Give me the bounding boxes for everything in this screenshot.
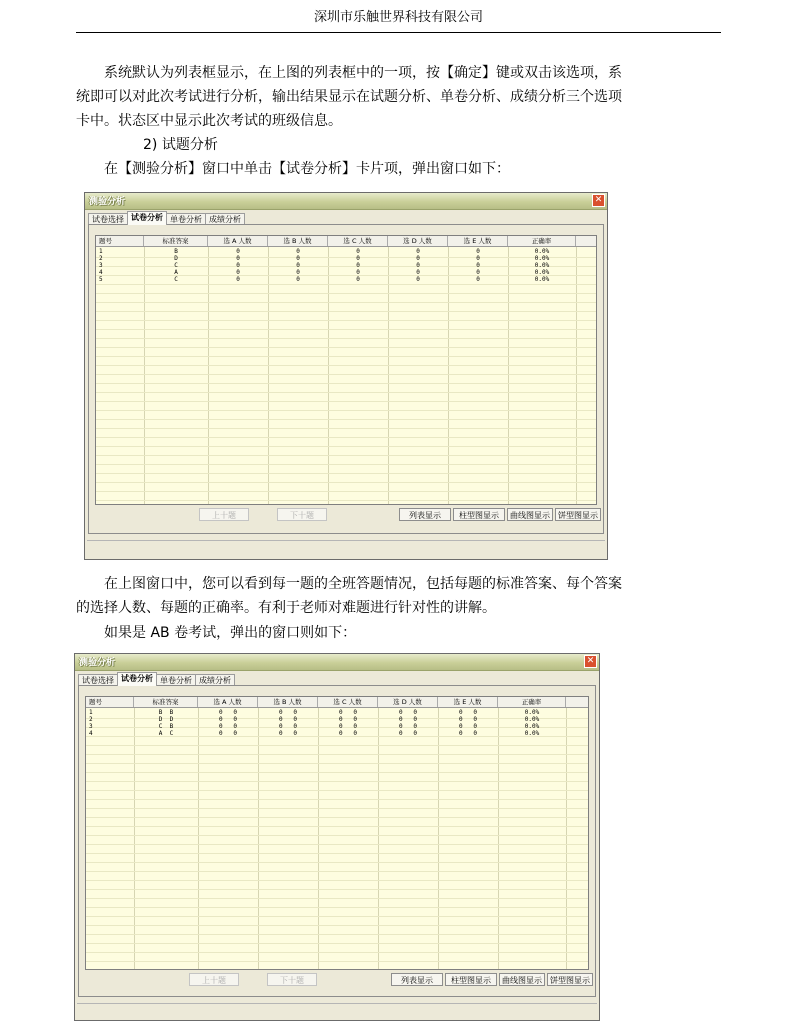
table-row[interactable] bbox=[86, 716, 588, 723]
tab-paper-select[interactable]: 试卷选择 bbox=[78, 674, 118, 686]
table-cell: B bbox=[174, 248, 178, 255]
exam-analysis-window-1 bbox=[84, 192, 608, 560]
grid-row-line bbox=[96, 482, 596, 483]
paragraph-4: 如果是 AB 卷考试，弹出的窗口则如下： bbox=[104, 625, 357, 641]
grid-row-line bbox=[86, 844, 588, 845]
grid-row-line bbox=[86, 943, 588, 944]
table-cell: 0 bbox=[296, 255, 300, 262]
table-cell: 0.0% bbox=[534, 248, 550, 255]
table-row[interactable] bbox=[96, 276, 596, 283]
table-cell: 0.0% bbox=[534, 269, 550, 276]
table-row[interactable] bbox=[96, 262, 596, 269]
grid-row-line bbox=[96, 347, 596, 348]
prev-ten-button[interactable]: 上十题 bbox=[199, 508, 249, 521]
col-header-choose-c[interactable]: 选 C 人数 bbox=[318, 697, 378, 707]
pie-chart-button[interactable]: 饼型图显示 bbox=[547, 973, 593, 986]
tab-paper-select[interactable]: 试卷选择 bbox=[88, 213, 128, 225]
grid-row-line bbox=[96, 401, 596, 402]
col-header-choose-c[interactable]: 选 C 人数 bbox=[328, 236, 388, 246]
grid-row-line bbox=[96, 293, 596, 294]
table-cell: 0 0 bbox=[278, 730, 298, 737]
grid-column-line bbox=[328, 247, 329, 504]
grid-column-line bbox=[318, 708, 319, 969]
table-cell: 0 0 bbox=[278, 723, 298, 730]
table-cell: A C bbox=[158, 730, 174, 737]
grid-column-line bbox=[566, 708, 567, 969]
analysis-table[interactable] bbox=[85, 696, 589, 970]
table-cell: C B bbox=[158, 723, 174, 730]
table-cell: 0 bbox=[476, 248, 480, 255]
col-header-accuracy[interactable]: 正确率 bbox=[508, 236, 576, 246]
grid-row-line bbox=[96, 311, 596, 312]
grid-column-line bbox=[498, 708, 499, 969]
grid-column-line bbox=[144, 247, 145, 504]
grid-row-line bbox=[86, 907, 588, 908]
table-header-row bbox=[96, 236, 596, 247]
grid-row-line bbox=[96, 392, 596, 393]
table-cell: 3 bbox=[99, 262, 103, 269]
table-cell: 0 bbox=[476, 276, 480, 283]
window-titlebar bbox=[85, 193, 607, 210]
table-cell: 0 0 bbox=[398, 723, 418, 730]
table-cell: 0.0% bbox=[524, 716, 540, 723]
table-cell: 0 bbox=[236, 255, 240, 262]
grid-row-line bbox=[86, 934, 588, 935]
table-cell: 0 bbox=[296, 276, 300, 283]
table-cell: 0 0 bbox=[458, 730, 478, 737]
table-cell: 0 bbox=[236, 276, 240, 283]
table-cell: 3 bbox=[89, 723, 93, 730]
table-row[interactable] bbox=[96, 255, 596, 262]
table-cell: 0 0 bbox=[218, 716, 238, 723]
table-cell: 0 0 bbox=[218, 723, 238, 730]
window-title: 测验分析 bbox=[79, 658, 116, 668]
grid-row-line bbox=[96, 437, 596, 438]
table-cell: B B bbox=[158, 709, 174, 716]
col-header-choose-b[interactable]: 选 B 人数 bbox=[258, 697, 318, 707]
close-icon[interactable]: ✕ bbox=[584, 655, 597, 668]
table-cell: 0 0 bbox=[278, 716, 298, 723]
grid-row-line bbox=[96, 284, 596, 285]
line-chart-button[interactable]: 曲线图显示 bbox=[499, 973, 545, 986]
col-header-choose-d[interactable]: 选 D 人数 bbox=[388, 236, 448, 246]
tab-single-paper-analysis[interactable]: 单卷分析 bbox=[166, 213, 206, 225]
table-cell: 0.0% bbox=[524, 723, 540, 730]
col-header-choose-d[interactable]: 选 D 人数 bbox=[378, 697, 438, 707]
table-row[interactable] bbox=[96, 248, 596, 255]
table-header-row bbox=[86, 697, 588, 708]
table-cell: 0 0 bbox=[338, 730, 358, 737]
table-cell: 0 0 bbox=[278, 709, 298, 716]
grid-row-line bbox=[86, 808, 588, 809]
table-cell: 0 bbox=[296, 262, 300, 269]
col-header-choose-a[interactable]: 选 A 人数 bbox=[208, 236, 268, 246]
grid-row-line bbox=[86, 799, 588, 800]
tab-paper-analysis[interactable]: 试卷分析 bbox=[117, 672, 157, 686]
grid-row-line bbox=[86, 835, 588, 836]
grid-row-line bbox=[96, 428, 596, 429]
grid-row-line bbox=[96, 500, 596, 501]
grid-row-line bbox=[86, 817, 588, 818]
paragraph-1-line-3: 卡中。状态区中显示此次考试的班级信息。 bbox=[76, 113, 342, 129]
paragraph-3-line-2: 的选择人数、每题的正确率。有利于老师对难题进行针对性的讲解。 bbox=[76, 600, 496, 616]
table-cell: 0 bbox=[416, 255, 420, 262]
paragraph-1-line-2: 统即可以对此次考试进行分析，输出结果显示在试题分析、单卷分析、成绩分析三个选项 bbox=[76, 89, 622, 105]
table-cell: 0 0 bbox=[458, 723, 478, 730]
table-cell: 0 bbox=[356, 276, 360, 283]
grid-row-line bbox=[86, 763, 588, 764]
table-row[interactable] bbox=[86, 730, 588, 737]
grid-row-line bbox=[96, 329, 596, 330]
grid-row-line bbox=[86, 880, 588, 881]
grid-row-line bbox=[96, 356, 596, 357]
grid-row-line bbox=[86, 790, 588, 791]
grid-row-line bbox=[96, 302, 596, 303]
table-cell: 0 bbox=[416, 262, 420, 269]
table-cell: 4 bbox=[89, 730, 93, 737]
table-cell: 4 bbox=[99, 269, 103, 276]
col-header-question-no[interactable]: 题号 bbox=[86, 697, 134, 707]
table-cell: 0 0 bbox=[218, 709, 238, 716]
status-bar bbox=[87, 540, 605, 553]
bar-chart-button[interactable]: 柱型图显示 bbox=[445, 973, 497, 986]
grid-row-line bbox=[86, 772, 588, 773]
table-row[interactable] bbox=[86, 723, 588, 730]
table-cell: 0 bbox=[476, 262, 480, 269]
grid-column-line bbox=[508, 247, 509, 504]
table-cell: 0 0 bbox=[338, 716, 358, 723]
grid-column-line bbox=[448, 247, 449, 504]
grid-row-line bbox=[86, 871, 588, 872]
grid-column-line bbox=[378, 708, 379, 969]
grid-row-line bbox=[96, 473, 596, 474]
table-cell: 0.0% bbox=[534, 255, 550, 262]
table-cell: 0 0 bbox=[338, 709, 358, 716]
grid-row-line bbox=[96, 365, 596, 366]
grid-row-line bbox=[86, 826, 588, 827]
line-chart-button[interactable]: 曲线图显示 bbox=[507, 508, 553, 521]
table-cell: C bbox=[174, 262, 178, 269]
pie-chart-button[interactable]: 饼型图显示 bbox=[555, 508, 601, 521]
grid-row-line bbox=[96, 410, 596, 411]
window-titlebar bbox=[75, 654, 599, 671]
table-cell: 0 0 bbox=[458, 716, 478, 723]
table-cell: 5 bbox=[99, 276, 103, 283]
table-cell: 0 0 bbox=[398, 730, 418, 737]
section-heading: 2) 试题分析 bbox=[143, 137, 218, 153]
paragraph-1-line-1: 系统默认为列表框显示，在上图的列表框中的一项，按【确定】键或双击该选项，系 bbox=[104, 65, 622, 81]
col-header-question-no[interactable]: 题号 bbox=[96, 236, 144, 246]
grid-row-line bbox=[96, 464, 596, 465]
grid-column-line bbox=[388, 247, 389, 504]
table-cell: 0 bbox=[236, 269, 240, 276]
table-row[interactable] bbox=[96, 269, 596, 276]
paragraph-3-line-1: 在上图窗口中，您可以看到每一题的全班答题情况，包括每题的标准答案、每个答案 bbox=[104, 576, 622, 592]
grid-row-line bbox=[86, 781, 588, 782]
page-header-company: 深圳市乐触世界科技有限公司 bbox=[313, 10, 483, 25]
table-cell: 0 bbox=[356, 262, 360, 269]
table-cell: 0.0% bbox=[534, 262, 550, 269]
grid-column-line bbox=[576, 247, 577, 504]
grid-row-line bbox=[86, 853, 588, 854]
grid-row-line bbox=[86, 862, 588, 863]
next-ten-button[interactable]: 下十题 bbox=[267, 973, 317, 986]
table-row[interactable] bbox=[86, 709, 588, 716]
table-cell: 0.0% bbox=[524, 730, 540, 737]
table-cell: 0.0% bbox=[524, 709, 540, 716]
table-cell: 0 bbox=[416, 248, 420, 255]
tab-strip bbox=[88, 211, 244, 225]
table-cell: 0 bbox=[296, 248, 300, 255]
analysis-table[interactable] bbox=[95, 235, 597, 505]
grid-column-line bbox=[268, 247, 269, 504]
col-header-accuracy[interactable]: 正确率 bbox=[498, 697, 566, 707]
window-title: 测验分析 bbox=[89, 197, 126, 207]
table-cell: D D bbox=[158, 716, 174, 723]
table-cell: 2 bbox=[99, 255, 103, 262]
tab-strip bbox=[78, 672, 234, 686]
col-header-choose-b[interactable]: 选 B 人数 bbox=[268, 236, 328, 246]
grid-row-line bbox=[86, 961, 588, 962]
status-bar bbox=[77, 1003, 597, 1016]
table-cell: 0 bbox=[236, 262, 240, 269]
grid-column-line bbox=[208, 247, 209, 504]
exam-analysis-window-2 bbox=[74, 653, 600, 1021]
table-cell: 0 0 bbox=[398, 709, 418, 716]
list-view-button[interactable]: 列表显示 bbox=[399, 508, 451, 521]
grid-row-line bbox=[86, 745, 588, 746]
close-icon[interactable]: ✕ bbox=[592, 194, 605, 207]
col-header-standard-answer[interactable]: 标准答案 bbox=[144, 236, 208, 246]
grid-row-line bbox=[96, 374, 596, 375]
table-cell: 0 bbox=[236, 248, 240, 255]
col-header-choose-e[interactable]: 选 E 人数 bbox=[448, 236, 508, 246]
grid-row-line bbox=[86, 889, 588, 890]
next-ten-button[interactable]: 下十题 bbox=[277, 508, 327, 521]
col-header-choose-e[interactable]: 选 E 人数 bbox=[438, 697, 498, 707]
table-cell: 0 bbox=[356, 255, 360, 262]
table-cell: 0 0 bbox=[458, 709, 478, 716]
tab-score-analysis[interactable]: 成绩分析 bbox=[205, 213, 245, 225]
list-view-button[interactable]: 列表显示 bbox=[391, 973, 443, 986]
grid-row-line bbox=[96, 383, 596, 384]
table-cell: 0.0% bbox=[534, 276, 550, 283]
table-cell: 0 bbox=[476, 269, 480, 276]
tab-panel bbox=[88, 224, 604, 534]
table-cell: A bbox=[174, 269, 178, 276]
prev-ten-button[interactable]: 上十题 bbox=[189, 973, 239, 986]
table-cell: 1 bbox=[99, 248, 103, 255]
grid-column-line bbox=[258, 708, 259, 969]
tab-paper-analysis[interactable]: 试卷分析 bbox=[127, 211, 167, 225]
table-cell: 0 bbox=[476, 255, 480, 262]
table-cell: 0 bbox=[416, 276, 420, 283]
table-cell: 0 0 bbox=[338, 723, 358, 730]
grid-row-line bbox=[86, 754, 588, 755]
table-cell: 0 bbox=[356, 248, 360, 255]
grid-row-line bbox=[96, 419, 596, 420]
table-cell: 0 bbox=[296, 269, 300, 276]
grid-row-line bbox=[86, 898, 588, 899]
tab-single-paper-analysis[interactable]: 单卷分析 bbox=[156, 674, 196, 686]
table-cell: C bbox=[174, 276, 178, 283]
grid-row-line bbox=[86, 925, 588, 926]
table-cell: 0 bbox=[416, 269, 420, 276]
header-divider bbox=[76, 32, 721, 33]
grid-row-line bbox=[86, 952, 588, 953]
col-header-choose-a[interactable]: 选 A 人数 bbox=[198, 697, 258, 707]
tab-panel bbox=[78, 685, 596, 997]
table-cell: 0 0 bbox=[398, 716, 418, 723]
grid-column-line bbox=[438, 708, 439, 969]
grid-row-line bbox=[86, 916, 588, 917]
grid-row-line bbox=[96, 491, 596, 492]
col-header-standard-answer[interactable]: 标准答案 bbox=[134, 697, 198, 707]
grid-column-line bbox=[134, 708, 135, 969]
grid-row-line bbox=[96, 338, 596, 339]
bar-chart-button[interactable]: 柱型图显示 bbox=[453, 508, 505, 521]
table-cell: D bbox=[174, 255, 178, 262]
table-cell: 0 bbox=[356, 269, 360, 276]
grid-row-line bbox=[96, 320, 596, 321]
table-cell: 0 0 bbox=[218, 730, 238, 737]
table-cell: 1 bbox=[89, 709, 93, 716]
grid-row-line bbox=[96, 446, 596, 447]
tab-score-analysis[interactable]: 成绩分析 bbox=[195, 674, 235, 686]
table-cell: 2 bbox=[89, 716, 93, 723]
paragraph-2: 在【测验分析】窗口中单击【试卷分析】卡片项，弹出窗口如下： bbox=[104, 161, 510, 177]
grid-row-line bbox=[96, 455, 596, 456]
grid-column-line bbox=[198, 708, 199, 969]
